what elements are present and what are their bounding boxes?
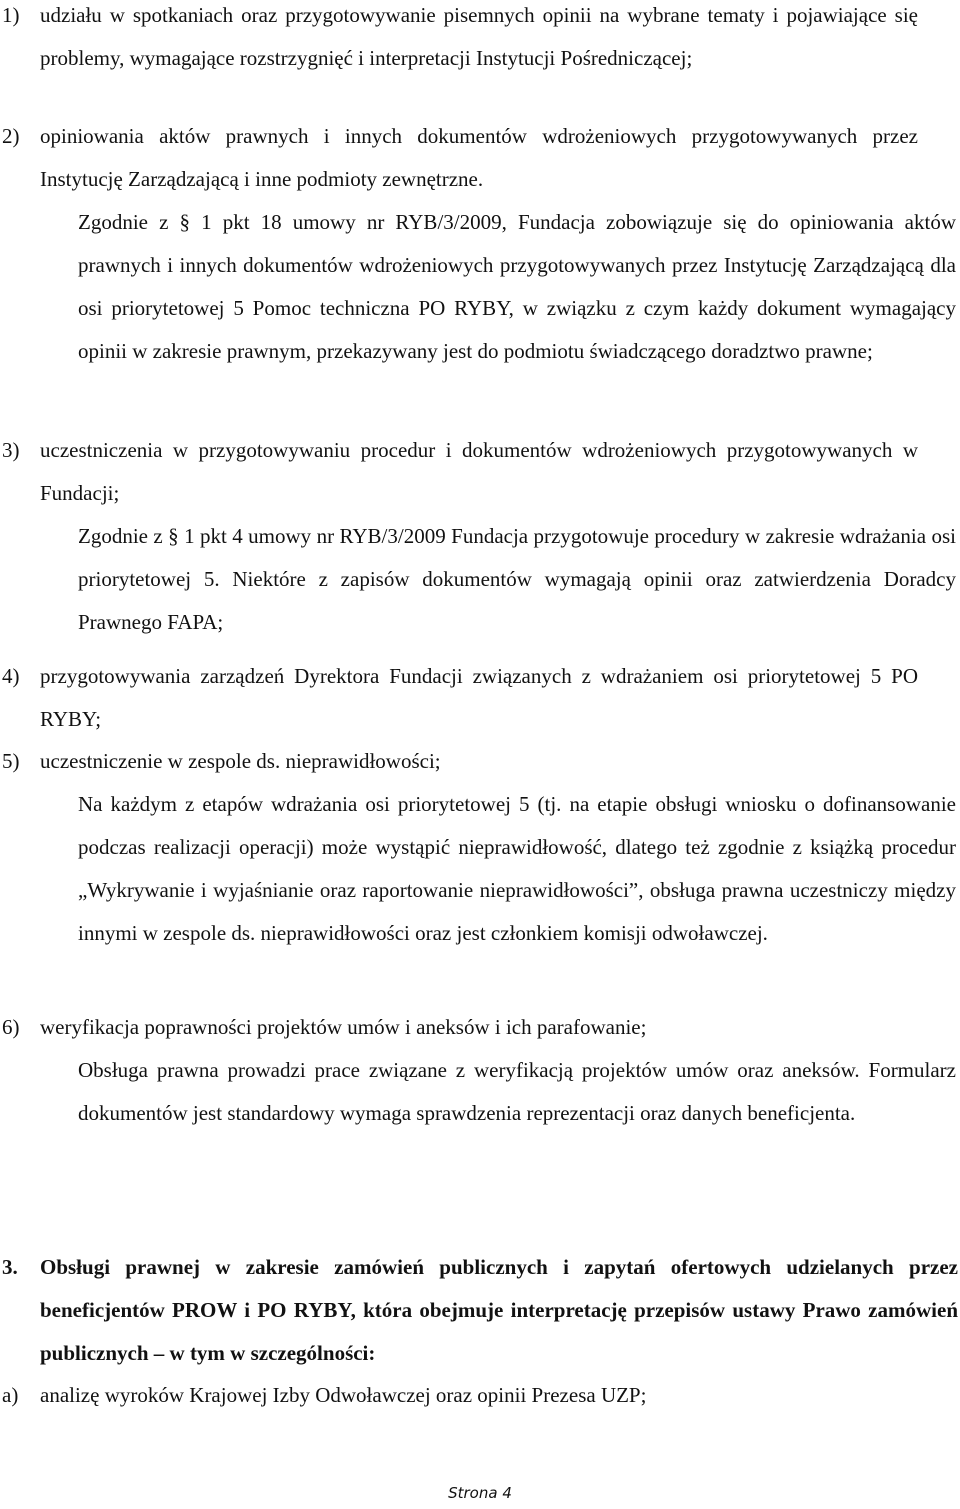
list-item-1 — [0, 0, 960, 80]
section-text: Obsługi prawnej w zakresie zamówień publicznych i zapytań ofertowych udzielanych przez beneficjentów PROW i PO RYBY, która obejmuje interpretację przepisów ustawy Prawo zamówień publicznych – w tym w szczególności: — [40, 1255, 958, 1365]
list-item-explanation: Obsługa prawna prowadzi prace związane z weryfikacją projektów umów oraz aneksów. Formularz dokumentów jest standardowy wymaga sprawdzenia reprezentacji oraz danych beneficjenta. — [78, 1058, 956, 1125]
list-item-explanation: Zgodnie z § 1 pkt 18 umowy nr RYB/3/2009, Fundacja zobowiązuje się do opiniowania aktów prawnych i innych dokumentów wdrożeniowych przygotowywanych przez Instytucję Zarządzającą dla osi priorytetowej 5 Pomoc techniczna PO RYBY, w związku z czym każdy dokument wymagający opinii w zakresie prawnym, przekazywany jest do podmiotu świadczącego doradztwo prawne; — [78, 210, 956, 363]
list-item-2 — [0, 115, 960, 373]
list-item-text: uczestniczenia w przygotowywaniu procedur i dokumentów wdrożeniowych przygotowywanych w Fundacji; — [40, 438, 918, 505]
list-number: 3) — [2, 438, 20, 462]
list-number: 2) — [2, 124, 20, 148]
list-number: 1) — [2, 3, 20, 27]
subitem-text: analizę wyroków Krajowej Izby Odwoławczej oraz opinii Prezesa UZP; — [40, 1383, 647, 1407]
page-footer: Strona 4 — [448, 1484, 512, 1502]
list-number: 6) — [2, 1015, 20, 1039]
list-item-text: udziału w spotkaniach oraz przygotowywanie pisemnych opinii na wybrane tematy i pojawiające się problemy, wymagające rozstrzygnięć i interpretacji Instytucji Pośredniczącej; — [40, 3, 918, 70]
list-item-text: uczestniczenie w zespole ds. nieprawidłowości; — [40, 749, 441, 773]
list-item-6 — [0, 1006, 960, 1135]
list-number: 4) — [2, 664, 20, 688]
subitem-letter: a) — [2, 1383, 19, 1407]
list-item-3 — [0, 429, 960, 644]
list-item-5 — [0, 740, 960, 955]
list-item-text: opiniowania aktów prawnych i innych dokumentów wdrożeniowych przygotowywanych przez Instytucję Zarządzającą i inne podmioty zewnętrzne. — [40, 124, 918, 191]
list-item-text: przygotowywania zarządzeń Dyrektora Fundacji związanych z wdrażaniem osi priorytetowej 5 PO RYBY; — [40, 664, 918, 731]
list-item-explanation: Na każdym z etapów wdrażania osi priorytetowej 5 (tj. na etapie obsługi wniosku o dofinansowanie podczas realizacji operacji) może wystąpić nieprawidłowość, dlatego też zgodnie z książką procedur „Wykrywanie i wyjaśnianie oraz raportowanie nieprawidłowości”, obsługa prawna uczestniczy między innymi w zespole ds. nieprawidłowości oraz jest członkiem komisji odwoławczej. — [78, 792, 956, 945]
list-item-explanation: Zgodnie z § 1 pkt 4 umowy nr RYB/3/2009 Fundacja przygotowuje procedury w zakresie wdrażania osi priorytetowej 5. Niektóre z zapisów dokumentów wymagają opinii oraz zatwierdzenia Doradcy Prawnego FAPA; — [78, 524, 956, 634]
list-number: 5) — [2, 749, 20, 773]
list-item-text: weryfikacja poprawności projektów umów i aneksów i ich parafowanie; — [40, 1015, 647, 1039]
subitem-a — [0, 1374, 960, 1417]
section-number: 3. — [2, 1255, 18, 1279]
section-heading — [0, 1246, 960, 1375]
list-item-4 — [0, 655, 960, 741]
